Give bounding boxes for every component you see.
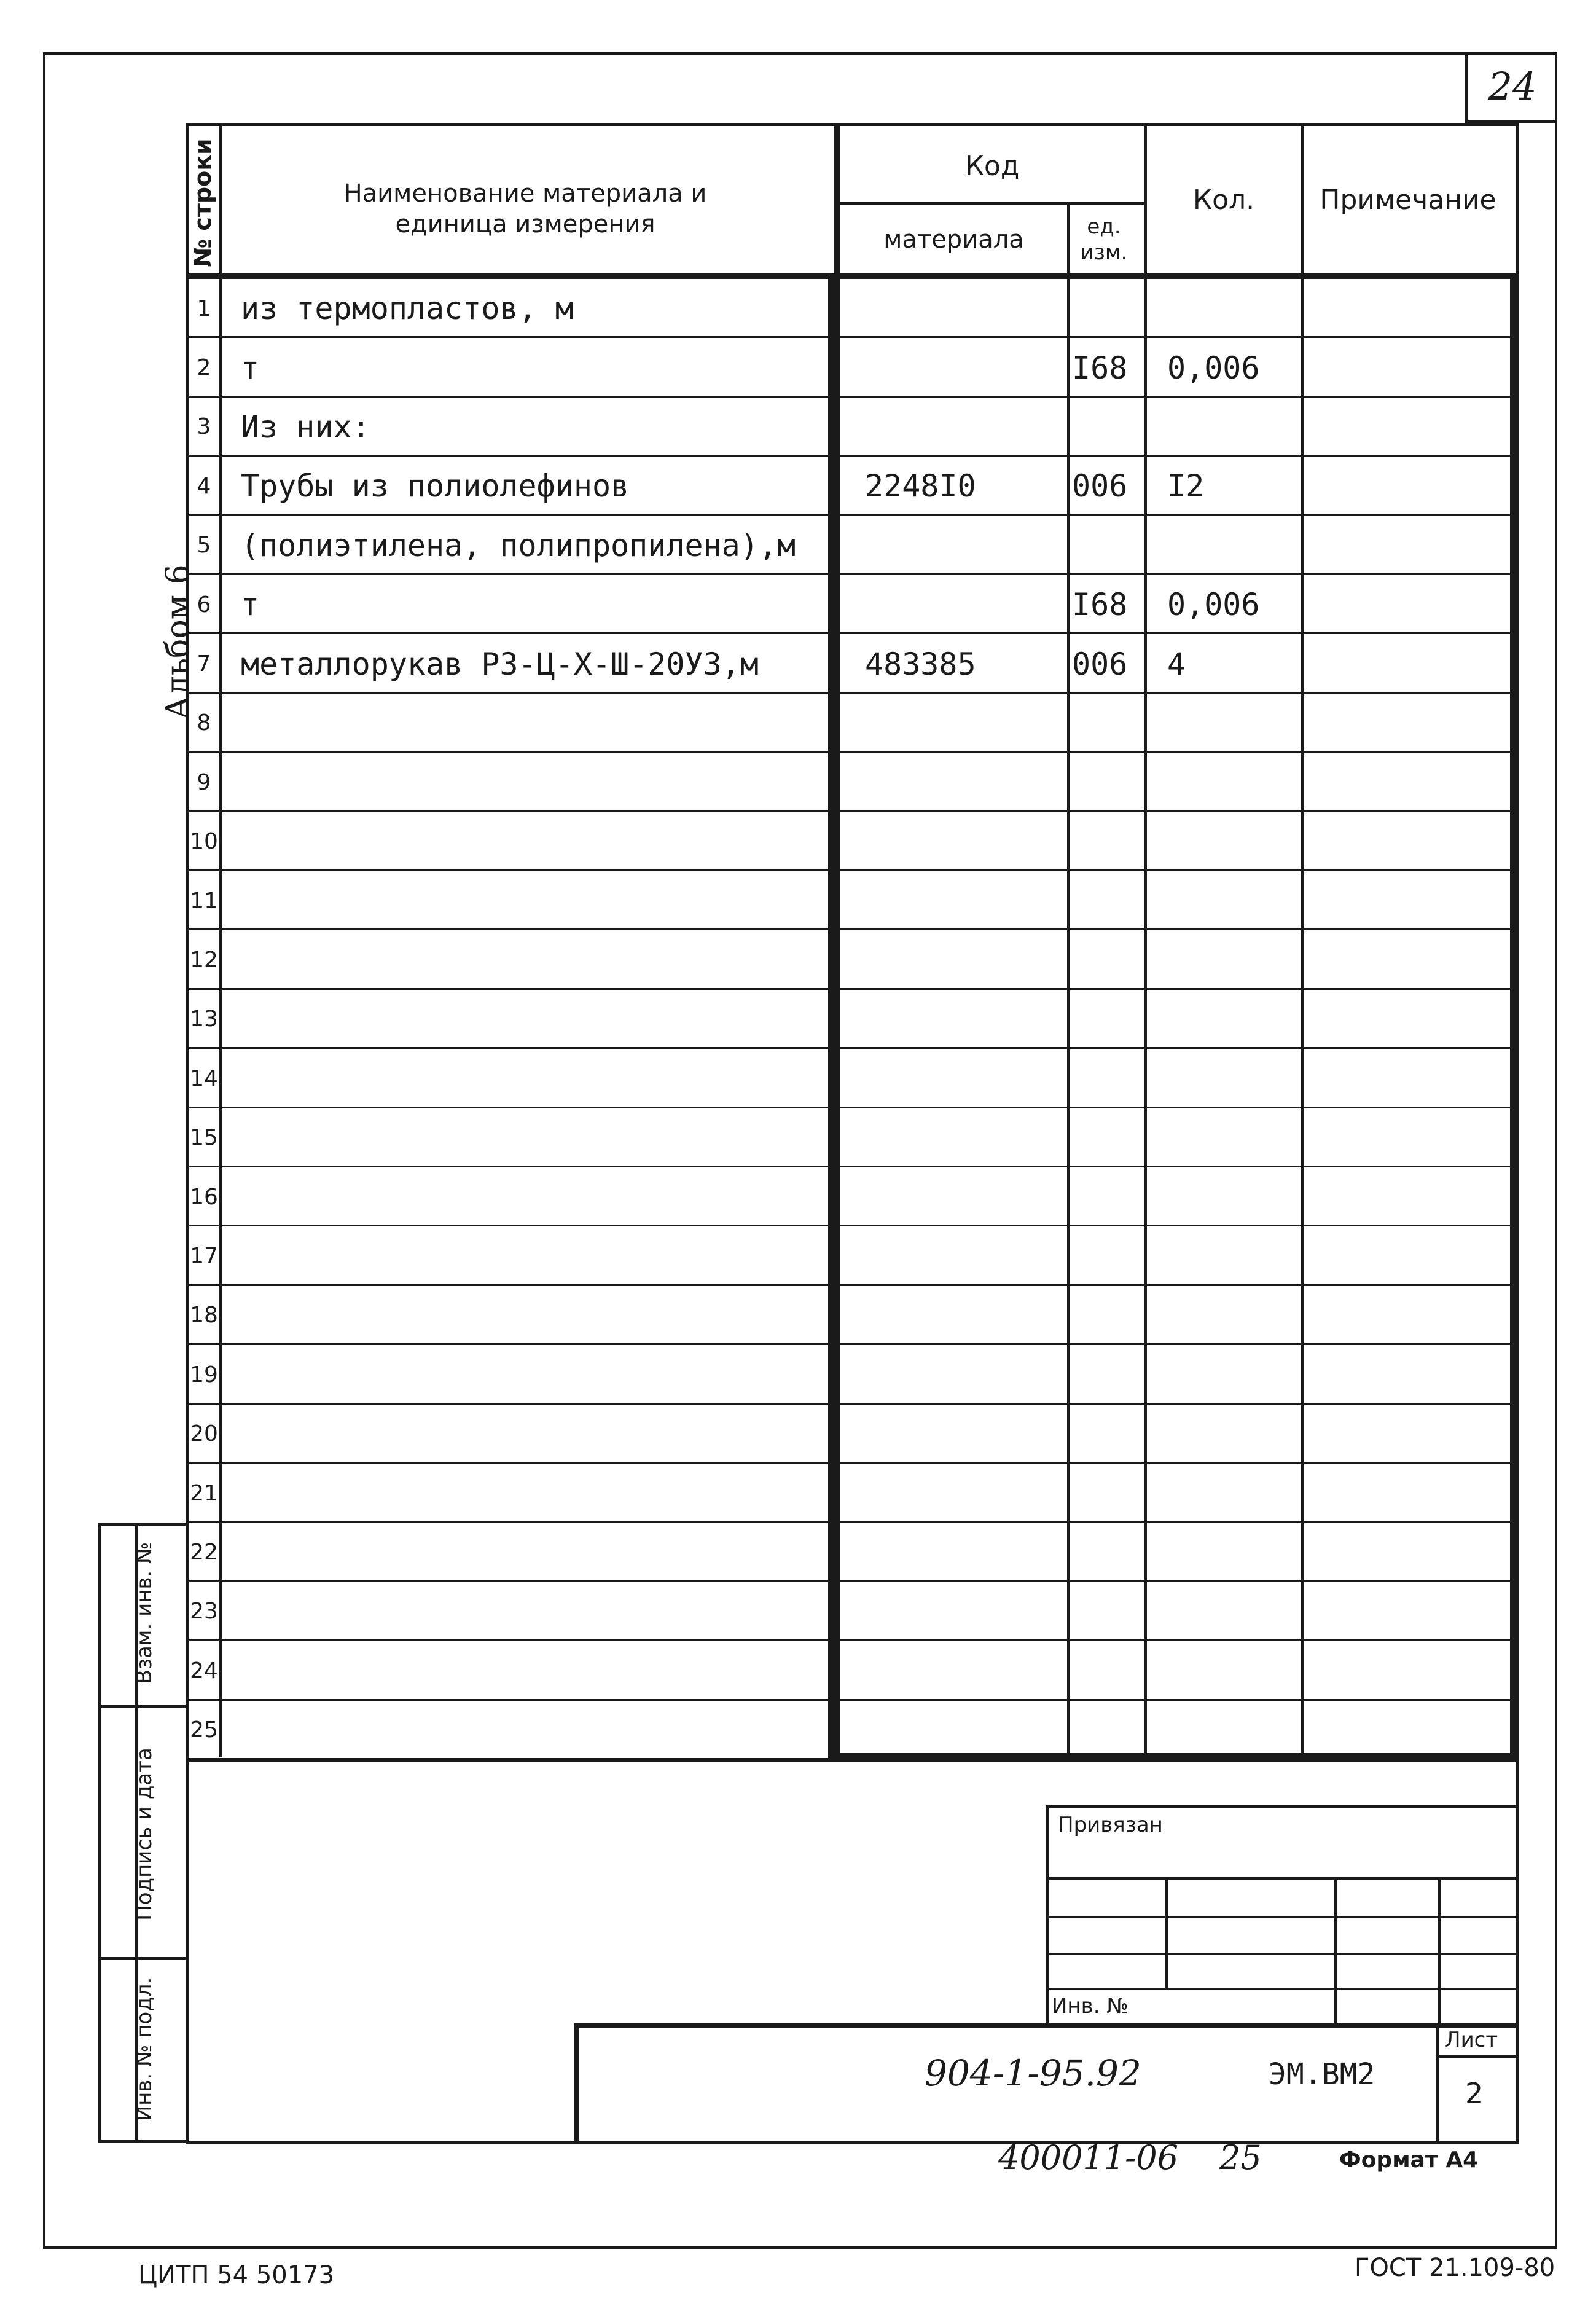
row-code	[865, 1226, 1062, 1285]
row-unit: I68	[1072, 350, 1128, 386]
row-code	[865, 1523, 1062, 1582]
row-number: 19	[190, 1362, 218, 1387]
row-number: 18	[190, 1303, 218, 1328]
row-number: 15	[190, 1125, 218, 1151]
header-code: Код	[964, 150, 1020, 182]
row-code	[865, 1405, 1062, 1464]
row-unit	[1072, 871, 1143, 930]
col-sep-name	[834, 123, 840, 1757]
col-sep-rowno	[219, 123, 222, 1757]
row-unit	[1072, 753, 1143, 812]
row-number: 9	[197, 769, 211, 795]
title-strip-left	[574, 2023, 579, 2141]
row-number: 16	[190, 1184, 218, 1210]
privyazan-row2	[1046, 1916, 1516, 1918]
thick-box-right	[1510, 273, 1517, 1760]
row-number: 14	[190, 1065, 218, 1091]
row-code	[865, 575, 1062, 634]
code-subheader-rule	[834, 202, 1147, 205]
row-number: 4	[197, 473, 211, 499]
row-name	[241, 1108, 831, 1167]
row-qty	[1167, 1405, 1296, 1464]
row-qty	[1167, 1345, 1296, 1404]
row-number: 6	[197, 592, 211, 618]
doc-number: 904-1-95.92	[925, 2052, 1141, 2094]
row-qty	[1167, 812, 1296, 871]
row-code	[865, 1345, 1062, 1404]
row-code: 483385	[865, 646, 976, 682]
row-name	[241, 1523, 831, 1582]
row-code	[865, 279, 1062, 338]
row-qty: 4	[1167, 646, 1186, 682]
row-unit	[1072, 1345, 1143, 1404]
row-code	[865, 516, 1062, 575]
row-name	[241, 753, 831, 812]
header-row-no: № строки	[189, 138, 216, 267]
row-number: 25	[190, 1717, 218, 1743]
row-number: 13	[190, 1006, 218, 1032]
row-code	[865, 812, 1062, 871]
row-unit	[1072, 1226, 1143, 1285]
side-stamp-vzam-inv: Взам. инв. №	[132, 1542, 157, 1684]
privyazan-row1	[1046, 1877, 1516, 1880]
row-name	[241, 1701, 831, 1760]
row-qty	[1167, 930, 1296, 989]
row-qty	[1167, 1464, 1296, 1523]
row-name	[241, 1049, 831, 1108]
table-bottom-border	[186, 2141, 1519, 2144]
row-name	[241, 930, 831, 989]
row-name: металлорукав РЗ-Ц-Х-Ш-20УЗ,м	[241, 646, 759, 682]
handwritten-number: 400011-06	[998, 2138, 1179, 2177]
row-name: Трубы из полиолефинов	[241, 468, 630, 504]
row-qty	[1167, 871, 1296, 930]
privyazan-col1	[1165, 1877, 1168, 1988]
title-strip-top	[574, 2023, 1517, 2028]
row-number: 1	[197, 296, 211, 321]
row-qty	[1167, 398, 1296, 457]
side-stamp-bottom	[98, 2140, 189, 2143]
row-qty	[1167, 279, 1296, 338]
privyazan-row4	[1046, 1988, 1516, 1990]
row-name: (полиэтилена, полипропилена),м	[241, 527, 796, 563]
row-code	[865, 1286, 1062, 1345]
footer-right: ГОСТ 21.109-80	[1355, 2254, 1555, 2282]
row-qty: 0,006	[1167, 587, 1260, 623]
row-code	[865, 694, 1062, 753]
row-qty	[1167, 753, 1296, 812]
row-name: т	[241, 350, 260, 386]
row-unit	[1072, 1523, 1143, 1582]
row-code	[865, 1108, 1062, 1167]
header-qty: Кол.	[1192, 184, 1255, 216]
row-unit	[1072, 398, 1143, 457]
privyazan-col2	[1334, 1877, 1337, 2028]
row-name	[241, 1226, 831, 1285]
row-code	[865, 753, 1062, 812]
privyazan-label: Привязан	[1058, 1813, 1163, 1837]
album-label: Альбом 6	[160, 564, 197, 720]
row-number: 7	[197, 651, 211, 677]
row-name	[241, 1167, 831, 1226]
row-name	[241, 871, 831, 930]
sheet-box-left	[1436, 2023, 1439, 2141]
header-bottom-rule	[186, 273, 1519, 279]
header-note: Примечание	[1320, 184, 1496, 216]
row-name	[241, 1405, 831, 1464]
sheet-box-mid	[1436, 2055, 1517, 2058]
format-label: Формат А4	[1339, 2147, 1479, 2173]
row-code	[865, 398, 1062, 457]
row-code	[865, 1701, 1062, 1760]
footer-left: ЦИТП 54 50173	[138, 2261, 335, 2289]
table-top-border	[186, 123, 1519, 126]
row-number: 23	[190, 1599, 218, 1625]
row-number: 12	[190, 947, 218, 973]
row-name: Из них:	[241, 409, 370, 445]
page-number: 24	[1465, 52, 1557, 123]
row-name	[241, 1641, 831, 1700]
row-code	[865, 1464, 1062, 1523]
privyazan-col3	[1438, 1877, 1441, 2028]
col-sep-unit	[1067, 203, 1070, 1757]
row-code	[865, 990, 1062, 1049]
row-number: 21	[190, 1480, 218, 1506]
row-name	[241, 812, 831, 871]
row-number: 10	[190, 829, 218, 855]
row-qty	[1167, 1167, 1296, 1226]
row-number: 2	[197, 355, 211, 381]
header-code-material: материала	[883, 226, 1024, 254]
sheet-value: 2	[1465, 2077, 1484, 2110]
handwritten-page: 25	[1219, 2138, 1262, 2177]
row-code: 2248I0	[865, 468, 976, 504]
row-unit: 006	[1072, 646, 1128, 682]
title-block-outer-top	[189, 1759, 1517, 1762]
row-code	[865, 871, 1062, 930]
row-unit	[1072, 1405, 1143, 1464]
row-unit	[1072, 1049, 1143, 1108]
row-qty	[1167, 1641, 1296, 1700]
row-unit	[1072, 930, 1143, 989]
row-name	[241, 1464, 831, 1523]
row-name	[241, 1345, 831, 1404]
side-stamp-div1	[98, 1705, 189, 1708]
row-qty	[1167, 694, 1296, 753]
row-qty	[1167, 1049, 1296, 1108]
row-number: 20	[190, 1421, 218, 1447]
row-qty: I2	[1167, 468, 1205, 504]
row-qty	[1167, 1701, 1296, 1760]
row-name: т	[241, 587, 260, 623]
row-code	[865, 1167, 1062, 1226]
side-stamp-podpis-data: Подпись и дата	[132, 1747, 157, 1921]
sheet-label: Лист	[1445, 2028, 1498, 2052]
row-name	[241, 1286, 831, 1345]
row-qty	[1167, 1286, 1296, 1345]
side-stamp-left	[98, 1523, 101, 2141]
row-name	[241, 694, 831, 753]
row-qty	[1167, 990, 1296, 1049]
row-unit	[1072, 1108, 1143, 1167]
header-code-unit: ед. изм.	[1080, 214, 1128, 265]
row-unit	[1072, 812, 1143, 871]
row-unit	[1072, 1167, 1143, 1226]
row-code	[865, 1582, 1062, 1641]
doc-code: ЭМ.ВМ2	[1269, 2057, 1375, 2092]
privyazan-top	[1046, 1805, 1516, 1808]
header-name: Наименование материала и единица измерения	[343, 179, 707, 238]
col-sep-qty	[1144, 123, 1147, 1757]
row-unit	[1072, 694, 1143, 753]
row-qty	[1167, 1582, 1296, 1641]
row-code	[865, 338, 1062, 397]
row-number: 11	[190, 888, 218, 914]
row-number: 5	[197, 533, 211, 559]
row-qty	[1167, 516, 1296, 575]
row-unit	[1072, 990, 1143, 1049]
row-unit	[1072, 516, 1143, 575]
row-number: 17	[190, 1244, 218, 1269]
row-qty	[1167, 1108, 1296, 1167]
row-code	[865, 1641, 1062, 1700]
row-unit	[1072, 279, 1143, 338]
row-code	[865, 1049, 1062, 1108]
inv-no-label: Инв. №	[1052, 1994, 1129, 2018]
row-qty	[1167, 1226, 1296, 1285]
col-sep-note	[1301, 123, 1304, 1757]
row-unit	[1072, 1286, 1143, 1345]
row-code	[865, 930, 1062, 989]
row-unit	[1072, 1641, 1143, 1700]
row-unit	[1072, 1582, 1143, 1641]
row-number: 3	[197, 414, 211, 440]
side-stamp-inv-podl: Инв. № подл.	[132, 1977, 157, 2122]
row-name	[241, 990, 831, 1049]
row-name: из термопластов, м	[241, 291, 574, 327]
row-unit	[1072, 1701, 1143, 1760]
row-unit	[1072, 1464, 1143, 1523]
row-unit: 006	[1072, 468, 1128, 504]
row-name	[241, 1582, 831, 1641]
row-unit: I68	[1072, 587, 1128, 623]
row-number: 22	[190, 1540, 218, 1566]
row-number: 8	[197, 710, 211, 736]
row-number: 24	[190, 1658, 218, 1684]
row-qty	[1167, 1523, 1296, 1582]
privyazan-row3	[1046, 1953, 1516, 1955]
row-qty: 0,006	[1167, 350, 1260, 386]
